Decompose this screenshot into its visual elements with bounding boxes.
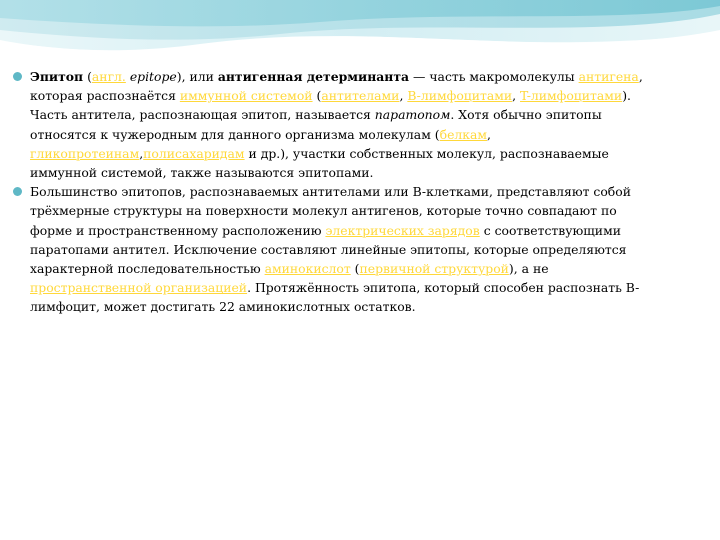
text-segment: ), или [176, 69, 218, 84]
text-segment: ), а не [508, 261, 549, 277]
text-segment: ( [350, 261, 360, 277]
text-segment: Большинство эпитопов, распознаваемых антителами или B-клетками, представляют собой трёхмерные структуры на поверхности молекул антигенов, которые точно совпадают по форме и пространственному расположению [30, 184, 631, 238]
term-antigenic-determinant: антигенная детерминанта [217, 69, 410, 84]
text-segment: , которая распознаётся [30, 69, 643, 104]
link-antigen[interactable]: антигена [578, 69, 639, 84]
text-segment: с соответствующими паратопами антител. Исключение составляют линейные эпитопы, которые определяются характерной последовательностью [30, 222, 627, 277]
link-electric-charges[interactable]: электрических зарядов [325, 222, 480, 238]
bullet-item-epitope-structure [12, 182, 652, 316]
bullet-list [12, 67, 652, 317]
link-english[interactable]: англ. [91, 69, 126, 84]
text-segment: , [139, 145, 144, 161]
link-proteins[interactable]: белкам [439, 126, 488, 142]
term-epitope-english: epitope [129, 69, 177, 84]
text-segment: ( [83, 69, 92, 84]
text-segment: . Протяжённость эпитопа, который способен распознать B-лимфоцит, может достигать 22 аминокислотных остатков. [30, 280, 640, 315]
link-immune-system[interactable]: иммунной системой [179, 88, 313, 104]
link-b-lymphocytes[interactable]: B-лимфоцитами [407, 88, 513, 104]
text-content [12, 67, 652, 317]
text-segment: , [399, 88, 408, 104]
link-primary-structure[interactable]: первичной структурой [359, 261, 509, 277]
term-paratope: паратопом [374, 107, 451, 123]
link-polysaccharides[interactable]: полисахаридам [143, 145, 245, 161]
bullet-icon [13, 187, 22, 196]
text-segment: , [487, 126, 491, 142]
text-segment: ). Часть антитела, распознающая эпитоп, называется [30, 88, 631, 123]
text-segment: — часть макромолекулы [409, 69, 579, 84]
text-segment: . Хотя обычно эпитопы относятся к чужеродным для данного организма молекулам ( [30, 107, 602, 142]
bullet-icon [13, 72, 22, 81]
text-segment: , [512, 88, 521, 104]
text-segment: и др.), участки собственных молекул, распознаваемые иммунной системой, также называются эпитопами. [30, 145, 609, 181]
bullet-item-epitope-definition [12, 67, 652, 182]
link-antibodies[interactable]: антителами [321, 88, 400, 104]
link-spatial-organization[interactable]: пространственной организацией [30, 280, 248, 296]
text-segment: ( [312, 88, 322, 104]
link-glycoproteins[interactable]: гликопротеинам [30, 145, 140, 161]
link-amino-acids[interactable]: аминокислот [264, 261, 351, 277]
term-epitope: Эпитоп [30, 69, 84, 84]
link-t-lymphocytes[interactable]: T-лимфоцитами [520, 88, 623, 104]
